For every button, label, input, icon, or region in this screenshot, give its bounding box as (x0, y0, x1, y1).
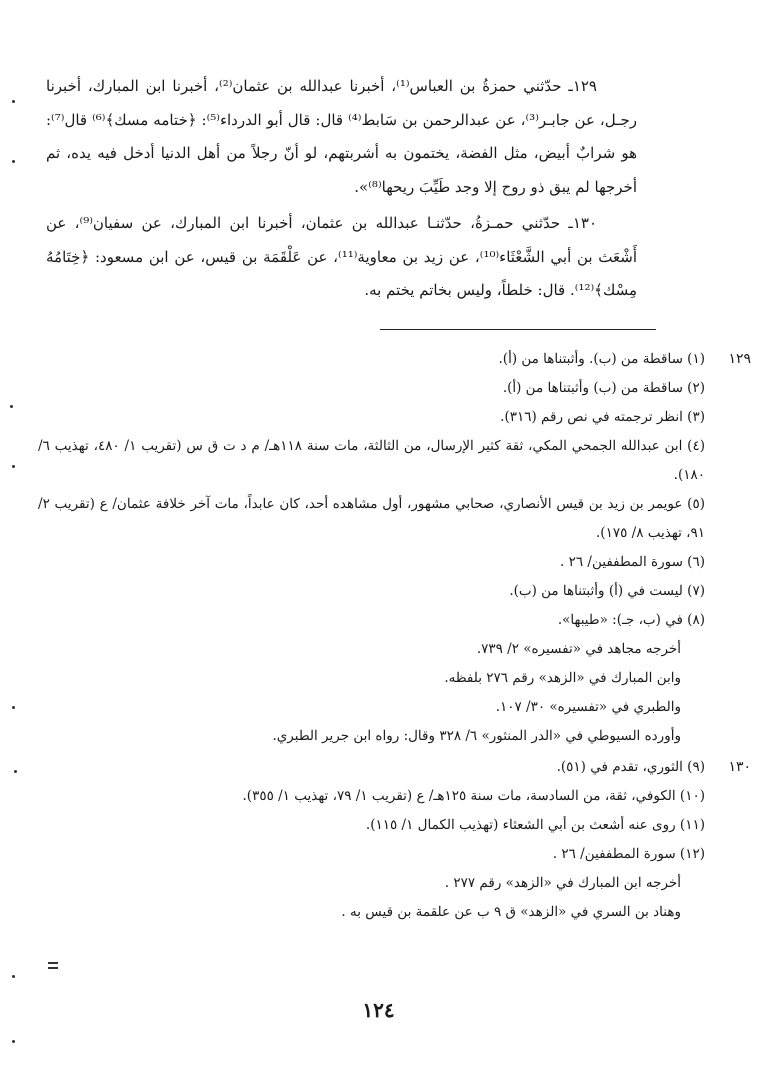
footnote: (٧) ليست في (أ) وأثبتناها من (ب). (509, 583, 705, 599)
citation: والطبري في «تفسيره» ٣٠/ ١٠٧. (495, 699, 681, 715)
footnotes (38, 345, 751, 927)
footnote-group-129 (38, 345, 751, 751)
scan-speck (14, 770, 17, 773)
footnote: (٣) انظر ترجمته في نص رقم (٣١٦). (500, 409, 705, 425)
citation: وابن المبارك في «الزهد» رقم ٢٧٦ بلفظه. (444, 670, 681, 686)
scan-mark (48, 967, 58, 969)
citation: أخرجه مجاهد في «تفسيره» ٢/ ٧٣٩. (476, 641, 681, 657)
paragraph-130 (46, 207, 637, 308)
scan-speck (12, 100, 15, 103)
citation: أخرجه ابن المبارك في «الزهد» رقم ٢٧٧ . (444, 875, 681, 891)
paragraph-130-text: ١٣٠ـ حدّثني حمـزةُ، حدّثنـا عبدالله بن عثمان، أخبرنا ابن المبارك، عن سفيان⁽⁹⁾، عن أَشْعَث بن أبي الشَّعْثَاء⁽¹⁰⁾، عن زيد بن معاوية⁽¹¹⁾، عن عَلْقَمَة بن قيس، عن ابن مسعود: ﴿خِتَامُهُ مِسْك﴾⁽¹²⁾. قال: خلطاً، وليس بخاتم يختم به. (46, 214, 637, 299)
footnote: (٨) في (ب، جـ): «طيبها». (557, 612, 705, 628)
footnote-group-130 (38, 753, 751, 927)
footnote: (٦) سورة المطففين/ ٢٦ . (560, 554, 705, 570)
scan-speck (12, 1040, 15, 1043)
footnote-separator (380, 329, 656, 330)
footnote: (١١) روى عنه أشعث بن أبي الشعثاء (تهذيب الكمال ١/ ١١٥). (365, 817, 705, 833)
paragraph-129 (46, 70, 637, 204)
page-number: ١٢٤ (362, 998, 395, 1022)
scan-speck (12, 465, 15, 468)
scan-speck (12, 160, 15, 163)
footnote: (٤) ابن عبدالله الجمحي المكي، ثقة كثير الإرسال، من الثالثة، مات سنة ١١٨هـ/ م د ت ق س (تقريب ١/ ٤٨٠، تهذيب ٦/ ١٨٠). (38, 438, 705, 483)
scan-speck (12, 975, 15, 978)
footnote: (٢) ساقطة من (ب) وأثبتناها من (أ). (502, 380, 705, 396)
main-text (46, 70, 637, 308)
scan-speck (12, 706, 15, 709)
footnote: (١٢) سورة المطففين/ ٢٦ . (552, 846, 705, 862)
footnote-group-number: ١٣٠ (728, 759, 751, 775)
citation: وأورده السيوطي في «الدر المنثور» ٦/ ٣٢٨ وقال: رواه ابن جرير الطبري. (272, 728, 681, 744)
footnote: (١٠) الكوفي، ثقة، من السادسة، مات سنة ١٢٥هـ/ ع (تقريب ١/ ٧٩، تهذيب ١/ ٣٥٥). (242, 788, 705, 804)
footnote: (١) ساقطة من (ب). وأثبتناها من (أ). (498, 351, 705, 367)
footnote: (٥) عويمر بن زيد بن قيس الأنصاري، صحابي مشهور، أول مشاهده أحد، كان عابداً، مات آخر خلافة عثمان/ ع (تقريب ٢/ ٩١، تهذيب ٨/ ١٧٥). (38, 496, 705, 541)
citation: وهناد بن السري في «الزهد» ق ٩ ب عن علقمة بن قيس به . (341, 904, 681, 920)
footnote-group-number: ١٢٩ (728, 351, 751, 367)
scan-mark (48, 962, 58, 964)
scan-speck (10, 405, 13, 408)
footnote: (٩) الثوري، تقدم في (٥١). (556, 759, 705, 775)
paragraph-129-text: ١٢٩ـ حدّثني حمزةُ بن العباس⁽¹⁾، أخبرنا عبدالله بن عثمان⁽²⁾، أخبرنا ابن المبارك، أخبرنا رجـل، عن جابـر⁽³⁾، عن عبدالرحمن بن سَابط⁽⁴⁾ قال: قال أبو الدرداء⁽⁵⁾: ﴿ختامه مسك﴾⁽⁶⁾ قال⁽⁷⁾: هو شرابٌ أبيض، مثل الفضة، يختمون به أشربتهم، لو أنّ رجلاً من أهل الدنيا أدخل فيه يده، ثم أخرجها لم يبق ذو روح إلا وجد طَيِّبَ ريحها⁽⁸⁾». (46, 77, 638, 196)
